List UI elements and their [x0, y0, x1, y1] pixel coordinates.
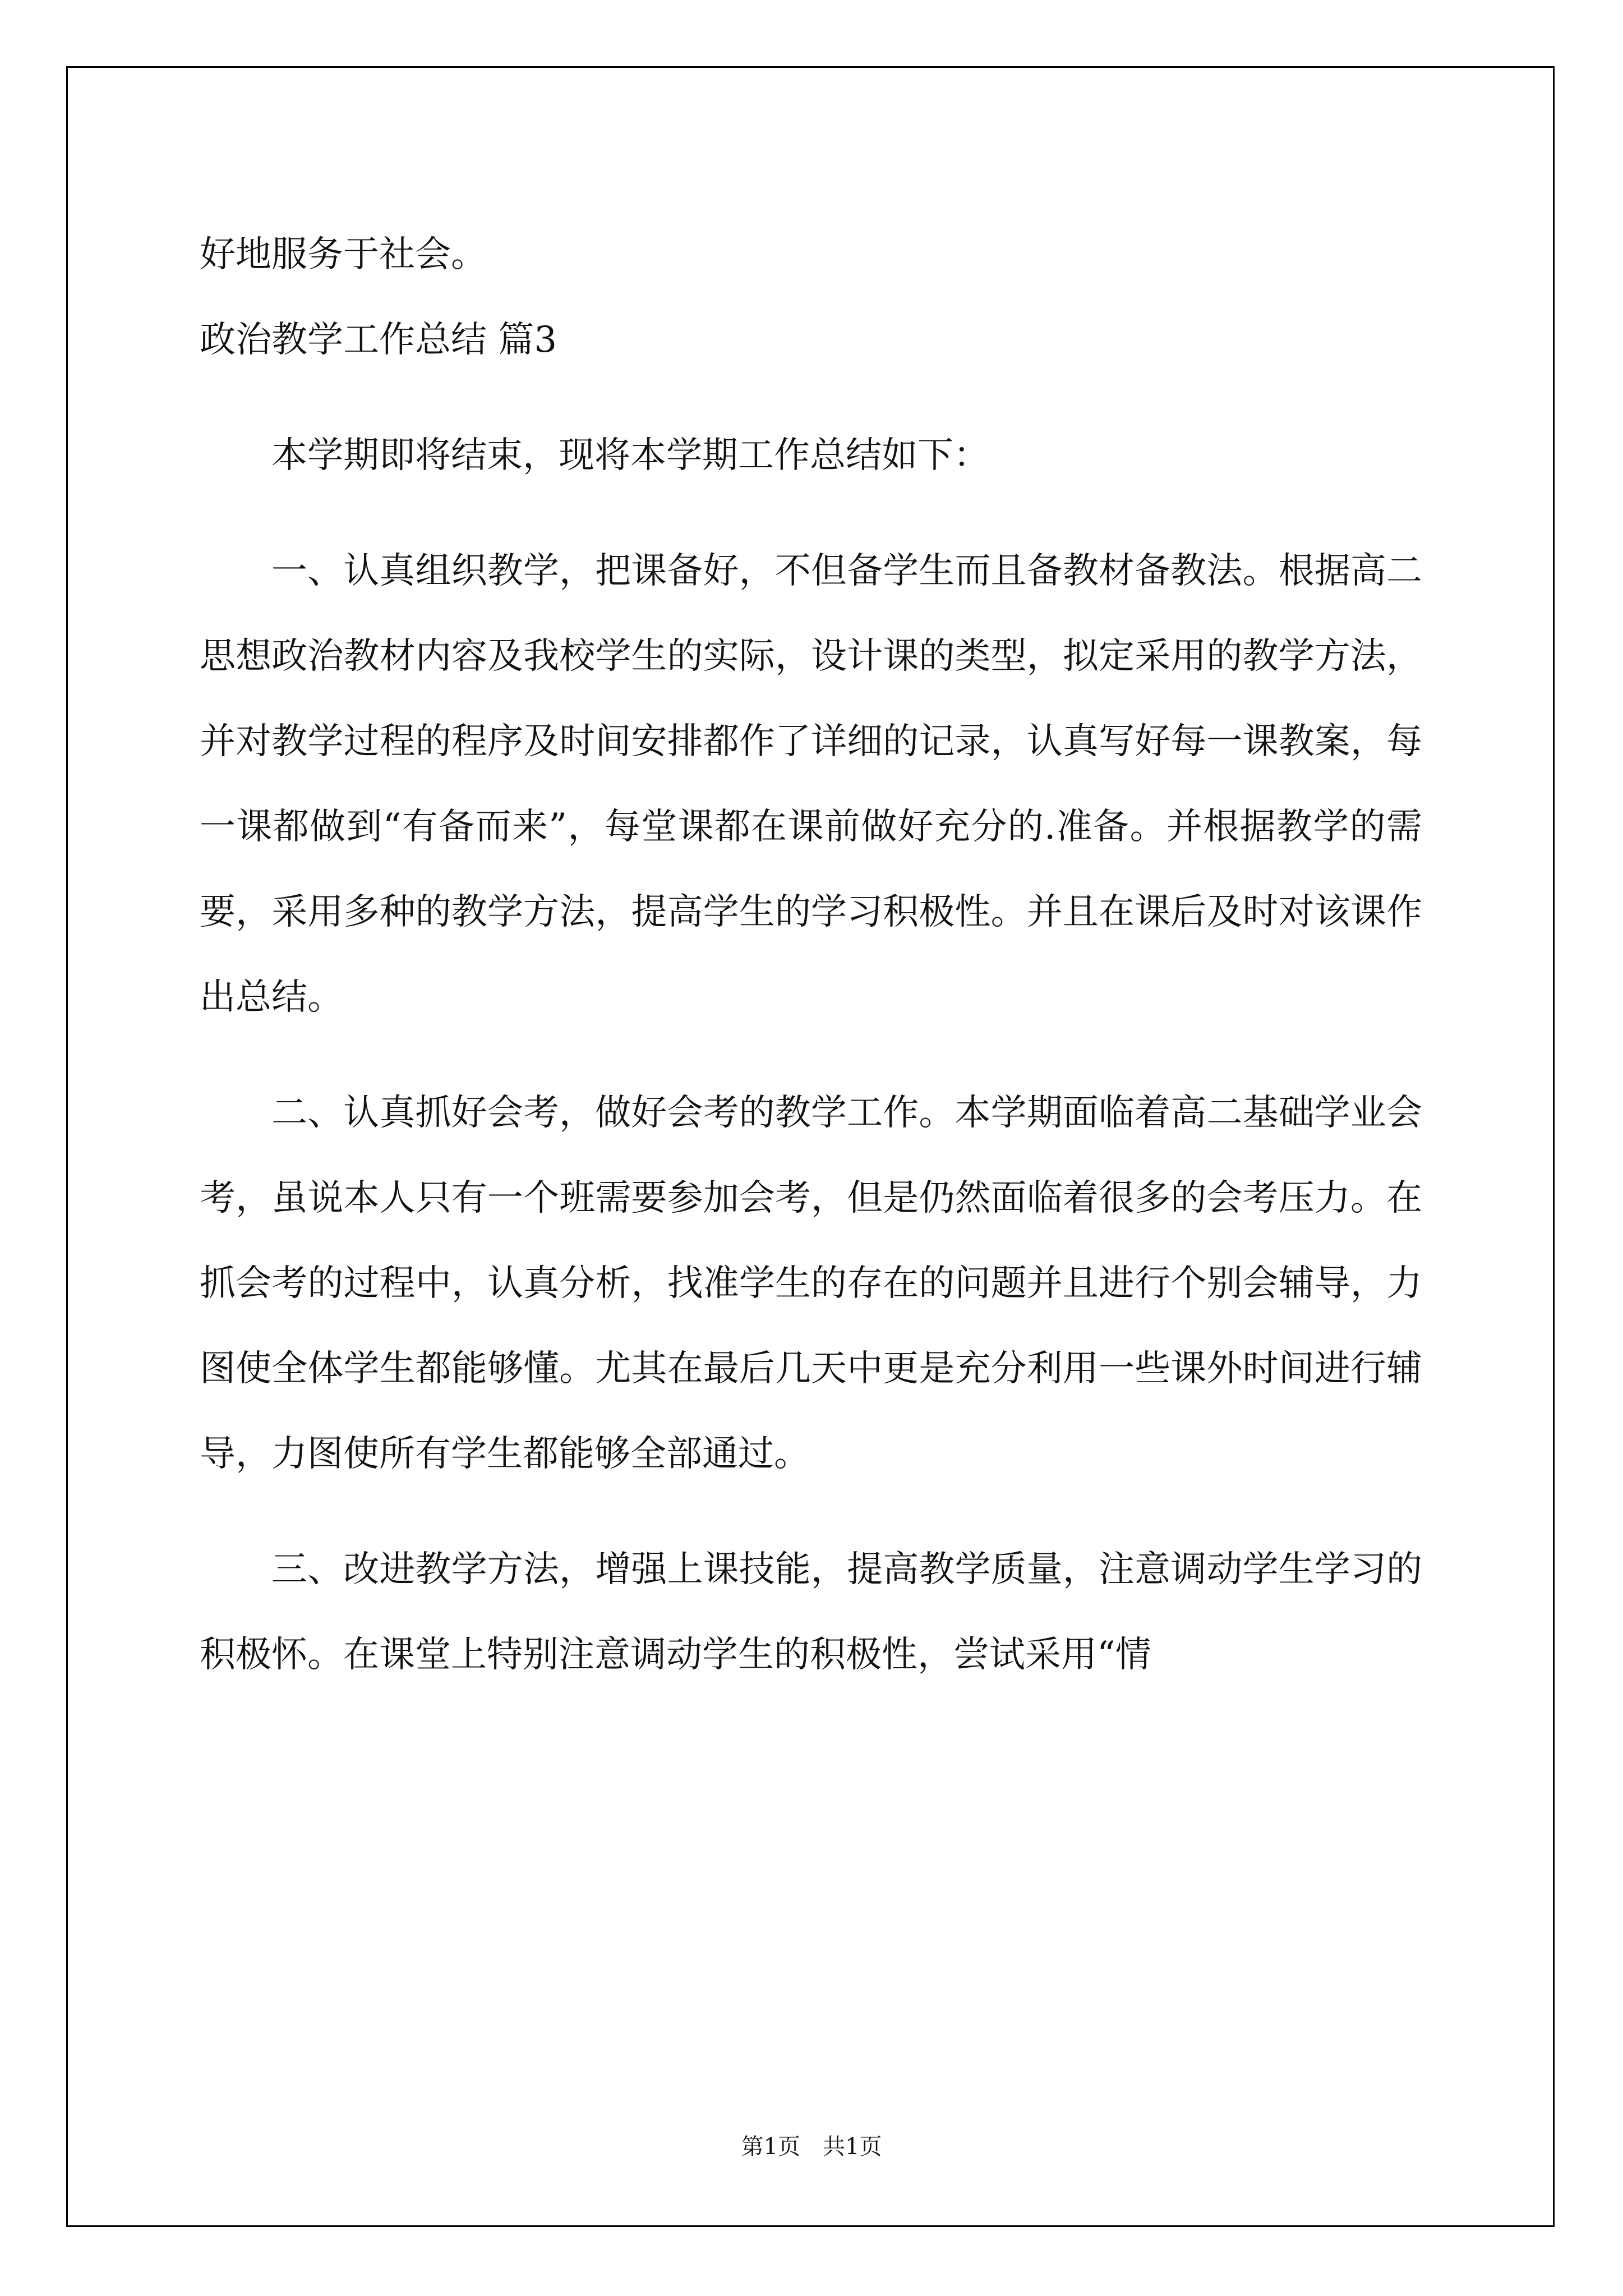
paragraph-intro: 本学期即将结束，现将本学期工作总结如下： [271, 435, 989, 476]
document-body [200, 212, 1422, 1728]
page-footer: 第1页 共1页 [741, 2134, 882, 2160]
paragraph-two: 二、认真抓好会考，做好会考的教学工作。本学期面临着高二基础学业会考，虽说本人只有一个班需要参加会考，但是仍然面临着很多的会考压力。在抓会考的过程中，认真分析，找准学生的存在的问题并且进行个别会辅导，力图使全体学生都能够懂。尤其在最后几天中更是充分利用一些课外时间进行辅导，力图使所有学生都能够全部通过。 [200, 1092, 1422, 1475]
lead-line: 好地服务于社会。 [200, 234, 487, 275]
paragraph-three: 三、改进教学方法，增强上课技能，提高教学质量，注意调动学生学习的积极怀。在课堂上特别注意调动学生的积极性，尝试采用“情 [200, 1549, 1422, 1676]
paragraph-one: 一、认真组织教学，把课备好，不但备学生而且备教材备教法。根据高二思想政治教材内容及我校学生的实际，设计课的类型，拟定采用的教学方法，并对教学过程的程序及时间安排都作了详细的记录，认真写好每一课教案，每一课都做到“有备而来”，每堂课都在课前做好充分的.准备。并根据教学的需要，采用多种的教学方法，提高学生的学习积极性。并且在课后及时对该课作出总结。 [200, 550, 1422, 1018]
section-title: 政治教学工作总结 篇3 [200, 319, 557, 361]
